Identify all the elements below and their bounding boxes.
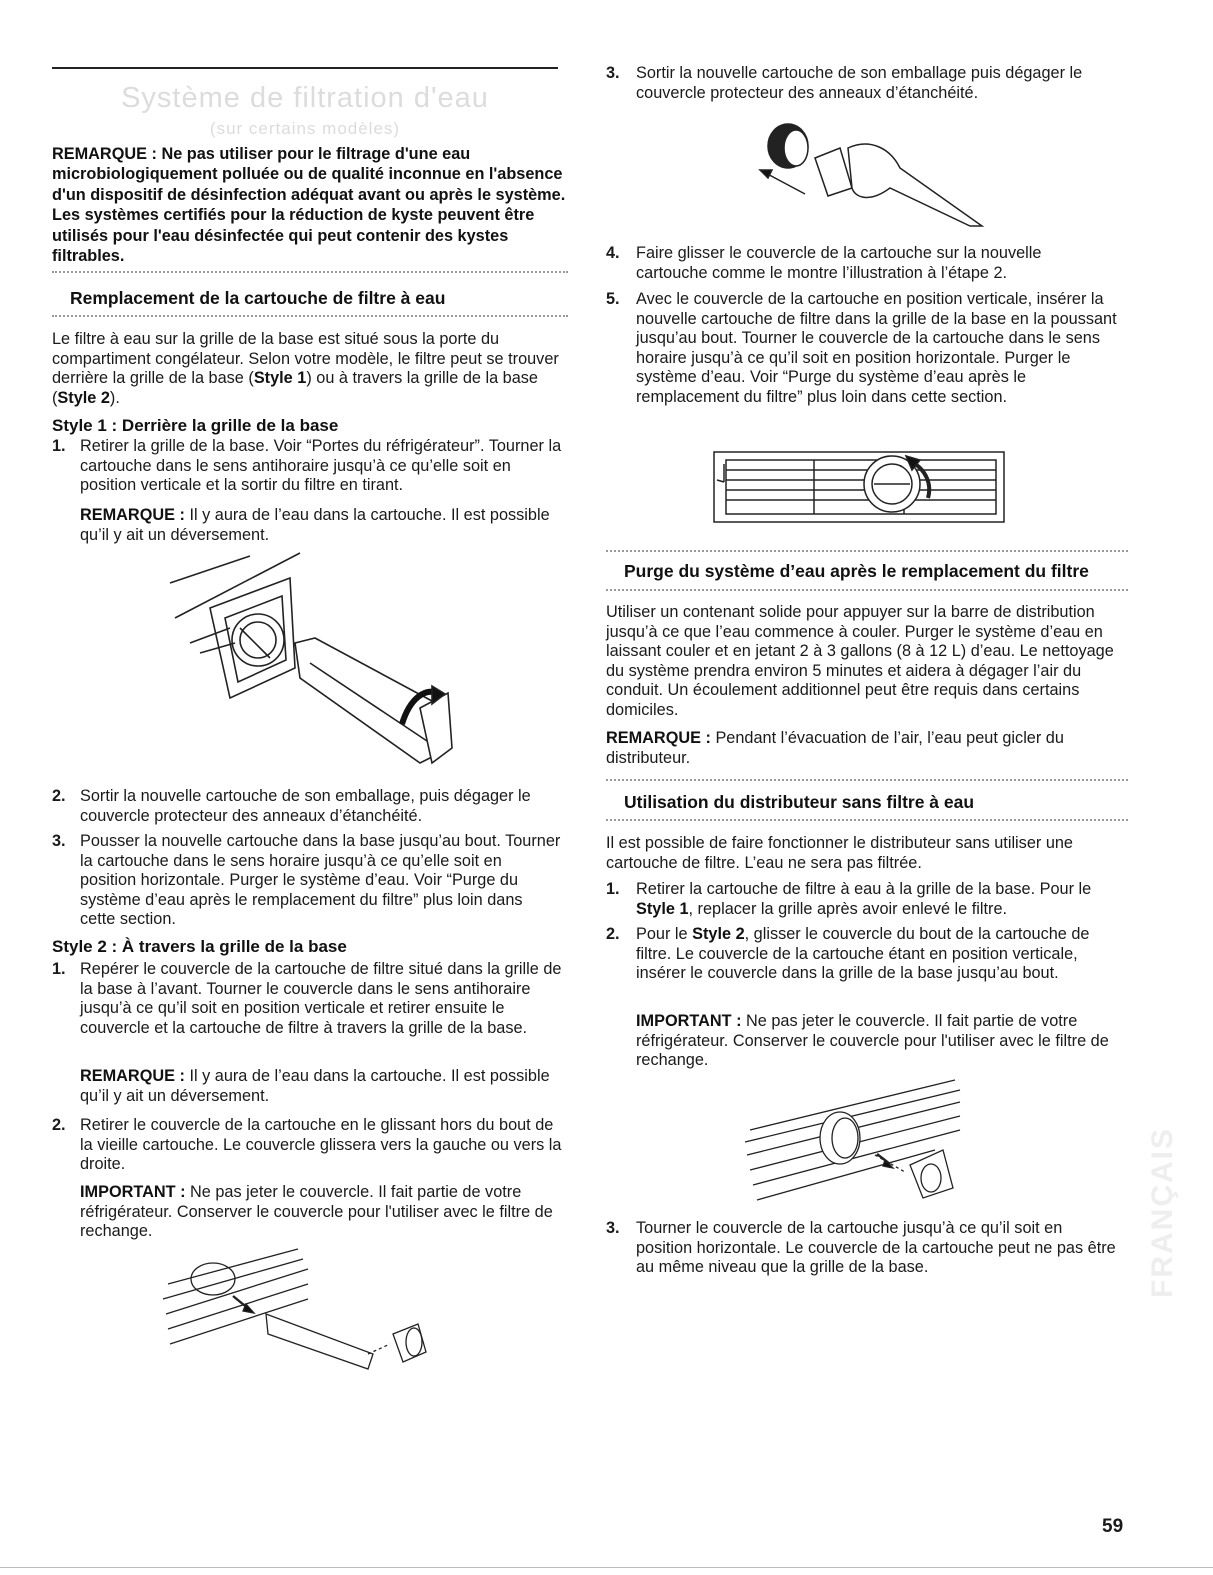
step-number: 1. (606, 880, 620, 898)
divider (52, 271, 568, 273)
step-number: 2. (606, 925, 620, 943)
new-cartridge-illustration (760, 118, 990, 228)
language-tab: FRANÇAIS (1146, 1127, 1179, 1299)
style2-note: REMARQUE : Il y aura de l’eau dans la cartouche. Il est possible qu’il y ait un déversement. (80, 1067, 550, 1105)
step-number: 1. (52, 960, 66, 978)
title-rule (52, 67, 558, 69)
style1-heading: Style 1 : Derrière la grille de la base (52, 416, 339, 435)
step-number: 3. (606, 64, 620, 82)
step-number: 1. (52, 437, 66, 455)
cap-insert-illustration (745, 1080, 990, 1210)
no-filter-step2: Pour le Style 2, glisser le couvercle du bout de la cartouche de filtre. Le couvercle de la cartouche étant en position verticale, insérer le couvercle dans la grille de la base jusqu’au bout. (636, 925, 1090, 983)
no-filter-step1: Retirer la cartouche de filtre à eau à la grille de la base. Pour le Style 1, replacer la grille après avoir enlevé le filtre. (636, 880, 1092, 918)
step-number: 5. (606, 290, 620, 308)
section-heading-replacement: Remplacement de la cartouche de filtre à eau (70, 288, 446, 308)
style2-step4: Faire glisser le couvercle de la cartouche sur la nouvelle cartouche comme le montre l’illustration à l’étape 2. (636, 244, 1042, 282)
style1-step2: Sortir la nouvelle cartouche de son emballage, puis dégager le couvercle protecteur des anneaux d’étanchéité. (80, 787, 531, 825)
divider (606, 550, 1128, 552)
cap-removal-illustration (158, 1244, 433, 1384)
bottom-rule (0, 1567, 1213, 1568)
filter-removal-illustration (170, 548, 460, 780)
no-filter-step3: Tourner le couvercle de la cartouche jusqu’à ce qu’il soit en position horizontale. Le couvercle de la cartouche peut ne pas être au même niveau que la grille de la base. (636, 1219, 1116, 1277)
section-heading-no-filter: Utilisation du distributeur sans filtre à eau (624, 792, 975, 812)
style2-heading: Style 2 : À travers la grille de la base (52, 937, 347, 956)
step-number: 3. (606, 1219, 620, 1237)
divider (606, 819, 1128, 821)
page-number: 59 (1102, 1516, 1124, 1537)
style2-step2: Retirer le couvercle de la cartouche en le glissant hors du bout de la vieille cartouche. Le couvercle glissera vers la gauche ou vers la droite. (80, 1116, 562, 1174)
step-number: 4. (606, 244, 620, 262)
purge-note: REMARQUE : Pendant l’évacuation de l’air, l’eau peut gicler du distributeur. (606, 729, 1064, 767)
step-number: 2. (52, 1116, 66, 1134)
page-title: Système de filtration d'eau (121, 82, 489, 114)
divider (606, 779, 1128, 781)
no-filter-intro: Il est possible de faire fonctionner le distributeur sans utiliser une cartouche de filtre. L’eau ne sera pas filtrée. (606, 834, 1073, 872)
step-number: 2. (52, 787, 66, 805)
style2-step3: Sortir la nouvelle cartouche de son emballage puis dégager le couvercle protecteur des anneaux d’étanchéité. (636, 64, 1083, 102)
section1-intro: Le filtre à eau sur la grille de la base est situé sous la porte du compartiment congélateur. Selon votre modèle, le filtre peut se trouver derrière la grille de la base (Style 1) ou à travers la grille de la base (Style 2). (52, 330, 559, 407)
style2-step5: Avec le couvercle de la cartouche en position verticale, insérer la nouvelle cartouche de filtre dans la grille de la base en la poussant jusqu’au bout. Tourner le couvercle de la cartouche dans le sens horaire jusqu’à ce qu’il soit en position horizontale. Purger le système d’eau. Voir “Purge du système d’eau après le remplacement du filtre” plus loin dans cette section. (636, 290, 1117, 406)
style1-step1: Retirer la grille de la base. Voir “Portes du réfrigérateur”. Tourner la cartouche dans le sens antihoraire jusqu’à ce qu’elle soit en position verticale et la sortir du filtre en tirant. (80, 437, 562, 495)
intro-remark: REMARQUE : Ne pas utiliser pour le filtrage d'une eau microbiologiquement polluée ou de qualité inconnue en l'absence d'un dispositif de désinfection adéquat avant ou après le système. Les systèmes certifiés pour la réduction de kyste peuvent être utilisés pour l'eau désinfectée qui peut contenir des kystes filtrables. (52, 145, 566, 266)
step-number: 3. (52, 832, 66, 850)
style1-step3: Pousser la nouvelle cartouche dans la base jusqu’au bout. Tourner la cartouche dans le sens horaire jusqu’à ce qu’elle soit en position horizontale. Purger le système d’eau. Voir “Purge du système d’eau après le remplacement du filtre” plus loin dans cette section. (80, 832, 561, 929)
divider (606, 589, 1128, 591)
section-heading-purge: Purge du système d’eau après le remplacement du filtre (624, 561, 1089, 581)
style1-note: REMARQUE : Il y aura de l’eau dans la cartouche. Il est possible qu’il y ait un déversement. (80, 506, 550, 544)
style2-step1: Repérer le couvercle de la cartouche de filtre situé dans la grille de la base à l’avant. Tourner le couvercle dans le sens antihoraire jusqu’à ce qu’il soit en position verticale et retirer ensuite le couvercle et la cartouche de filtre à travers la grille de la base. (80, 960, 562, 1037)
divider (52, 315, 568, 317)
grille-illustration (714, 432, 1014, 538)
purge-body: Utiliser un contenant solide pour appuyer sur la barre de distribution jusqu’à ce que l’eau commence à couler. Purger le système d’eau en laissant couler et en jetant 2 à 3 gallons (8 à 12 L) d’eau. Le nettoyage du système prendra environ 5 minutes et aidera à dégager l’air du conduit. Un écoulement additionnel peut être requis dans certains domiciles. (606, 603, 1114, 719)
style2-important: IMPORTANT : Ne pas jeter le couvercle. Il fait partie de votre réfrigérateur. Conserver le couvercle pour l'utiliser avec le filtre de rechange. (80, 1183, 553, 1241)
no-filter-important: IMPORTANT : Ne pas jeter le couvercle. Il fait partie de votre réfrigérateur. Conserver le couvercle pour l'utiliser avec le filtre de rechange. (636, 1012, 1109, 1070)
page-subtitle: (sur certains modèles) (209, 119, 401, 138)
